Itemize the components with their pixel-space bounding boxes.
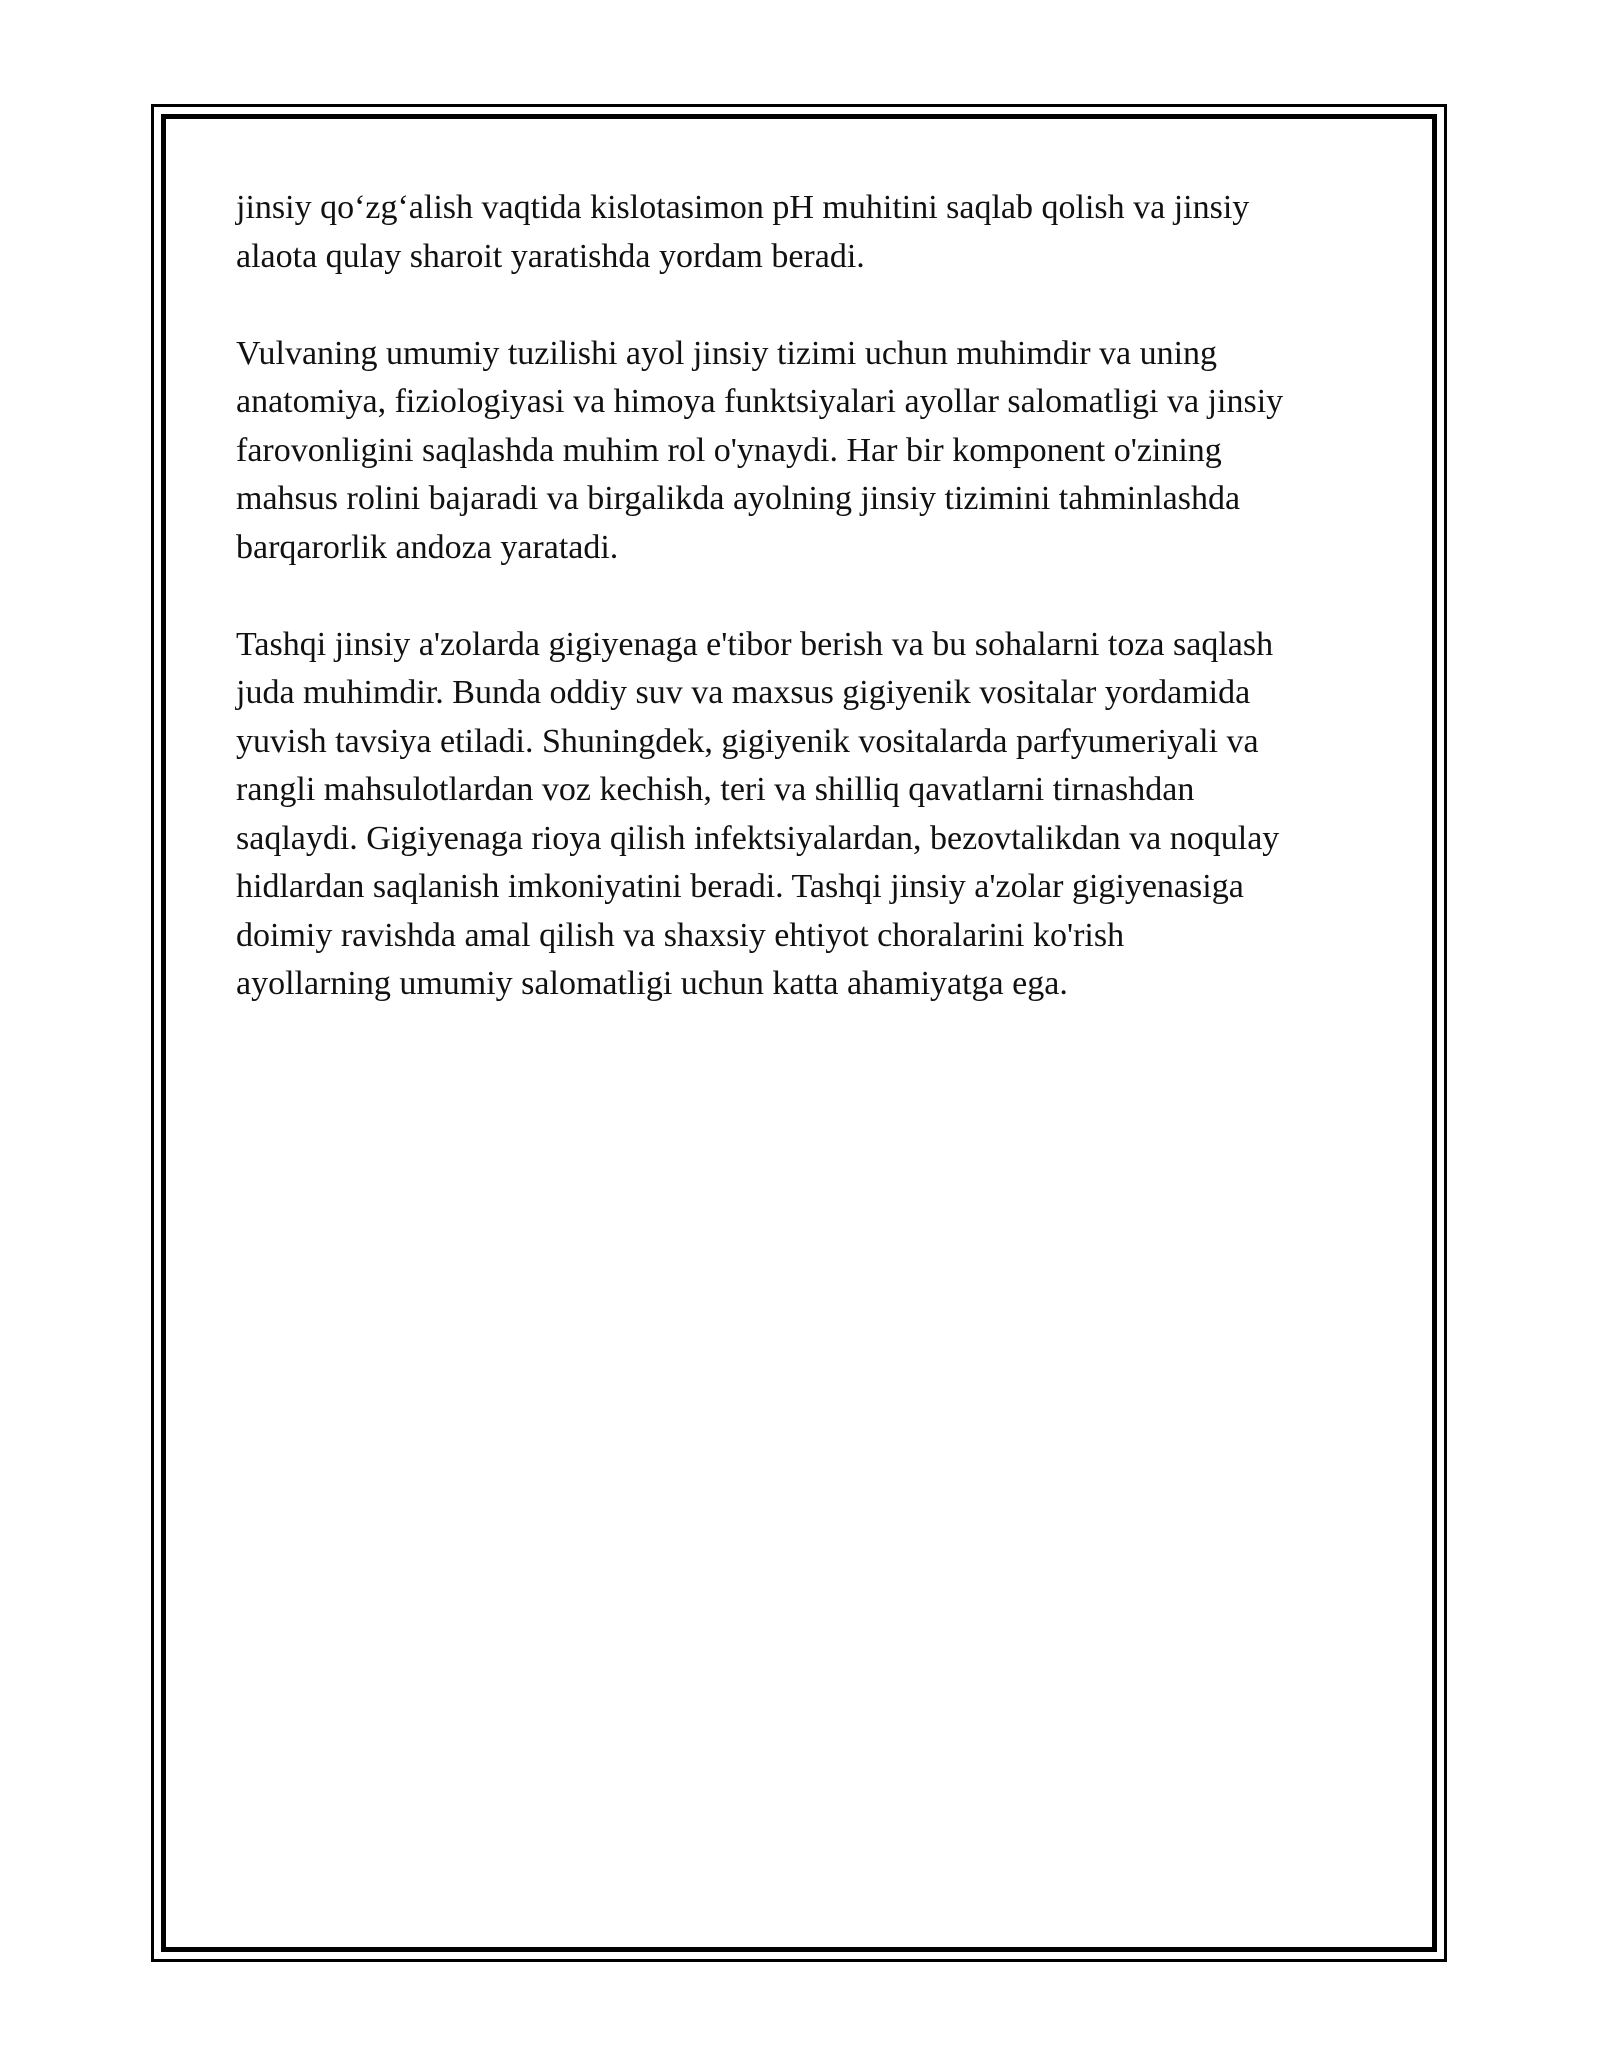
paragraph-1: jinsiy qo‘zg‘alish vaqtida kislotasimon pH muhitini saqlab qolish va jinsiy alaota qulay sharoit yaratishda yordam beradi. (236, 189, 1250, 275)
paragraph-3: Tashqi jinsiy a'zolarda gigiyenaga e'tibor berish va bu sohalarni toza saqlash juda muhimdir. Bunda oddiy suv va maxsus gigiyenik vositalar yordamida yuvish tavsiya etiladi. Shuningdek, gigiyenik vositalarda parfyumeriyali va rangli mahsulotlardan voz kechish, teri va shilliq qavatlarni tirnashdan saqlaydi. Gigiyenaga rioya qilish infektsiyalardan, bezovtalikdan va noqulay hidlardan saqlanish imkoniyatini beradi. Tashqi jinsiy a'zolar gigiyenasiga doimiy ravishda amal qilish va shaxsiy ehtiyot choralarini ko'rish ayollarning umumiy salomatligi uchun katta ahamiyatga ega. (236, 625, 1280, 1002)
document-body (236, 184, 1386, 1057)
paragraph-2: Vulvaning umumiy tuzilishi ayol jinsiy tizimi uchun muhimdir va uning anatomiya, fiziologiyasi va himoya funktsiyalari ayollar salomatligi va jinsiy farovonligini saqlashda muhim rol o'ynaydi. Har bir komponent o'zining mahsus rolini bajaradi va birgalikda ayolning jinsiy tizimini tahminlashda barqarorlik andoza yaratadi. (236, 334, 1284, 566)
